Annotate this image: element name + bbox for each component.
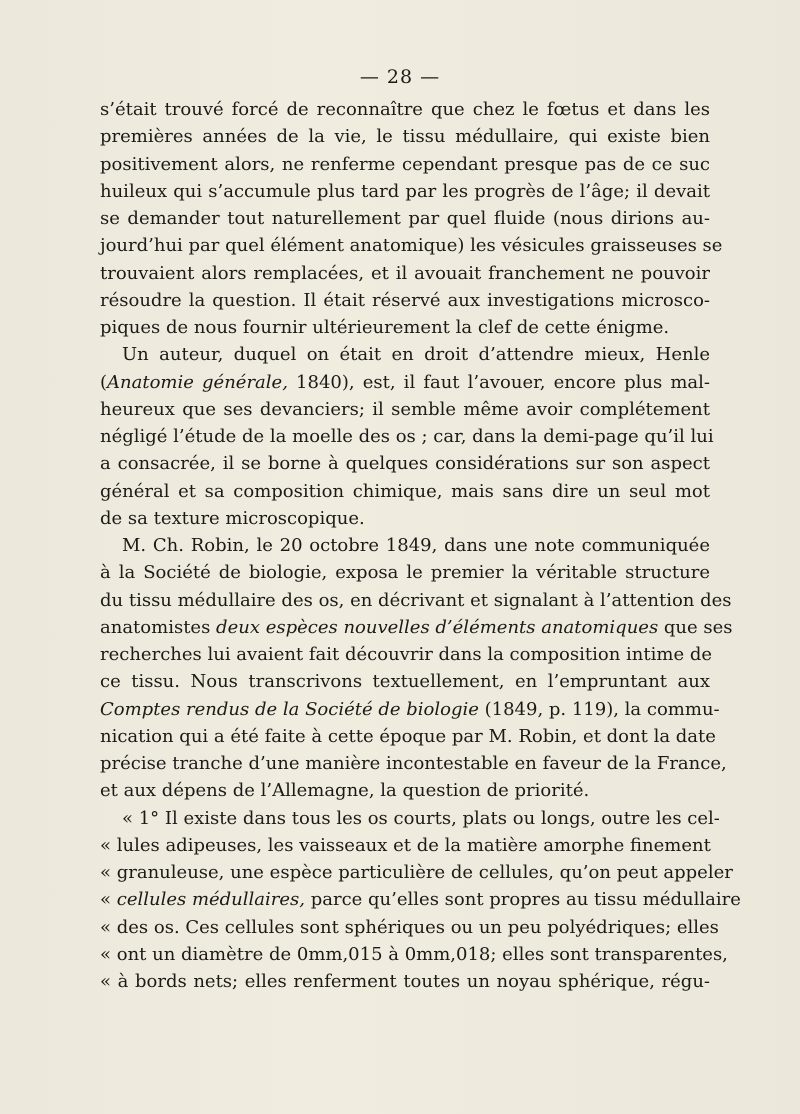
text-line	[100, 587, 732, 614]
text-line	[100, 886, 741, 913]
text-segment: « 1° Il existe dans tous les os courts, plats ou longs, outre les cel-	[122, 807, 720, 829]
text-line	[100, 941, 728, 968]
text-line	[100, 723, 716, 750]
text-line	[100, 668, 710, 695]
text-line	[100, 423, 714, 450]
text-line	[100, 478, 710, 505]
text-line	[100, 614, 733, 641]
text-segment: « ont un diamètre de 0mm,015 à 0mm,018; elles sont transparentes,	[100, 943, 728, 965]
page-number: — 28 —	[359, 66, 441, 88]
text-line	[100, 696, 720, 723]
body-text	[100, 96, 741, 995]
text-segment: précise tranche d’une manière incontestable en faveur de la France,	[100, 753, 727, 774]
text-segment: de sa texture microscopique.	[100, 507, 365, 529]
text-segment: nication qui a été faite à cette époque par M. Robin, et dont la date	[100, 725, 716, 747]
text-segment: anatomistes	[100, 616, 217, 638]
text-segment: (	[100, 371, 108, 393]
text-segment: et aux dépens de l’Allemagne, la question de priorité.	[100, 780, 590, 802]
text-segment: trouvaient alors remplacées, et il avouait franchement ne pouvoir	[100, 262, 710, 284]
text-line	[100, 260, 710, 287]
text-line	[100, 505, 710, 532]
text-segment: « à bords nets; elles renferment toutes un noyau sphérique, régu-	[100, 971, 710, 992]
text-line	[100, 151, 710, 178]
text-segment: recherches lui avaient fait découvrir dans la composition intime de	[100, 644, 712, 665]
text-segment: (1849, p. 119), la commu-	[478, 698, 720, 720]
text-segment: « lules adipeuses, les vaisseaux et de la matière amorphe finement	[100, 834, 711, 856]
text-line	[100, 777, 710, 804]
text-segment: M. Ch. Robin, le 20 octobre 1849, dans une note communiquée	[122, 535, 710, 556]
text-segment: premières années de la vie, le tissu médullaire, qui existe bien	[100, 126, 710, 148]
text-segment: à la Société de biologie, exposa le premier la véritable structure	[100, 562, 710, 584]
text-line	[100, 914, 719, 941]
text-segment: ce tissu. Nous transcrivons textuellement, en l’empruntant aux	[100, 671, 710, 693]
text-line	[100, 532, 710, 559]
text-segment: « des os. Ces cellules sont sphériques ou un peu polyédriques; elles	[100, 916, 719, 938]
text-segment: parce qu’elles sont propres au tissu médullaire	[305, 889, 741, 911]
text-line	[100, 96, 710, 123]
text-segment: s’était trouvé forcé de reconnaître que chez le fœtus et dans les	[100, 99, 710, 120]
text-segment: général et sa composition chimique, mais sans dire un seul mot	[100, 480, 710, 502]
text-segment: huileux qui s’accumule plus tard par les progrès de l’âge; il devait	[100, 180, 710, 202]
text-line	[100, 832, 710, 859]
text-line	[100, 287, 710, 314]
text-segment: a consacrée, il se borne à quelques considérations sur son aspect	[100, 453, 710, 475]
text-segment: résoudre la question. Il était réservé aux investigations microsco-	[100, 289, 710, 311]
text-line	[100, 968, 710, 995]
text-segment: du tissu médullaire des os, en décrivant et signalant à l’attention des	[100, 589, 732, 611]
text-line	[100, 805, 720, 832]
italic-text: Comptes rendus de la Société de biologie	[100, 698, 479, 720]
italic-text: Anatomie générale,	[107, 371, 288, 393]
text-line	[100, 750, 727, 777]
text-segment: « granuleuse, une espèce particulière de cellules, qu’on peut appeler	[100, 862, 733, 883]
text-line	[100, 205, 710, 232]
text-segment: positivement alors, ne renferme cependant presque pas de ce suc	[100, 153, 710, 175]
text-line	[100, 396, 710, 423]
text-segment: jourd’hui par quel élément anatomique) les vésicules graisseuses se	[100, 235, 723, 257]
text-segment: heureux que ses devanciers; il semble même avoir complétement	[100, 398, 710, 420]
text-line	[100, 123, 710, 150]
italic-text: cellules médullaires,	[116, 889, 305, 911]
text-segment: négligé l’étude de la moelle des os ; car, dans la demi-page qu’il lui	[100, 426, 714, 447]
text-segment: piques de nous fournir ultérieurement la clef de cette énigme.	[100, 317, 670, 338]
text-segment: se demander tout naturellement par quel fluide (nous dirions au-	[100, 208, 710, 229]
text-line	[100, 314, 710, 341]
text-line	[100, 232, 723, 259]
text-line	[100, 641, 710, 668]
text-line	[100, 450, 710, 477]
text-line	[100, 341, 710, 368]
italic-text: deux espèces nouvelles d’éléments anatomiques	[216, 616, 659, 638]
text-segment: Un auteur, duquel on était en droit d’attendre mieux, Henle	[122, 344, 710, 366]
text-line	[100, 369, 710, 396]
text-segment: que ses	[658, 616, 733, 638]
text-segment: «	[100, 889, 117, 911]
text-line	[100, 859, 733, 886]
text-line	[100, 178, 710, 205]
text-segment: 1840), est, il faut l’avouer, encore plus mal-	[287, 371, 710, 393]
text-line	[100, 559, 710, 586]
